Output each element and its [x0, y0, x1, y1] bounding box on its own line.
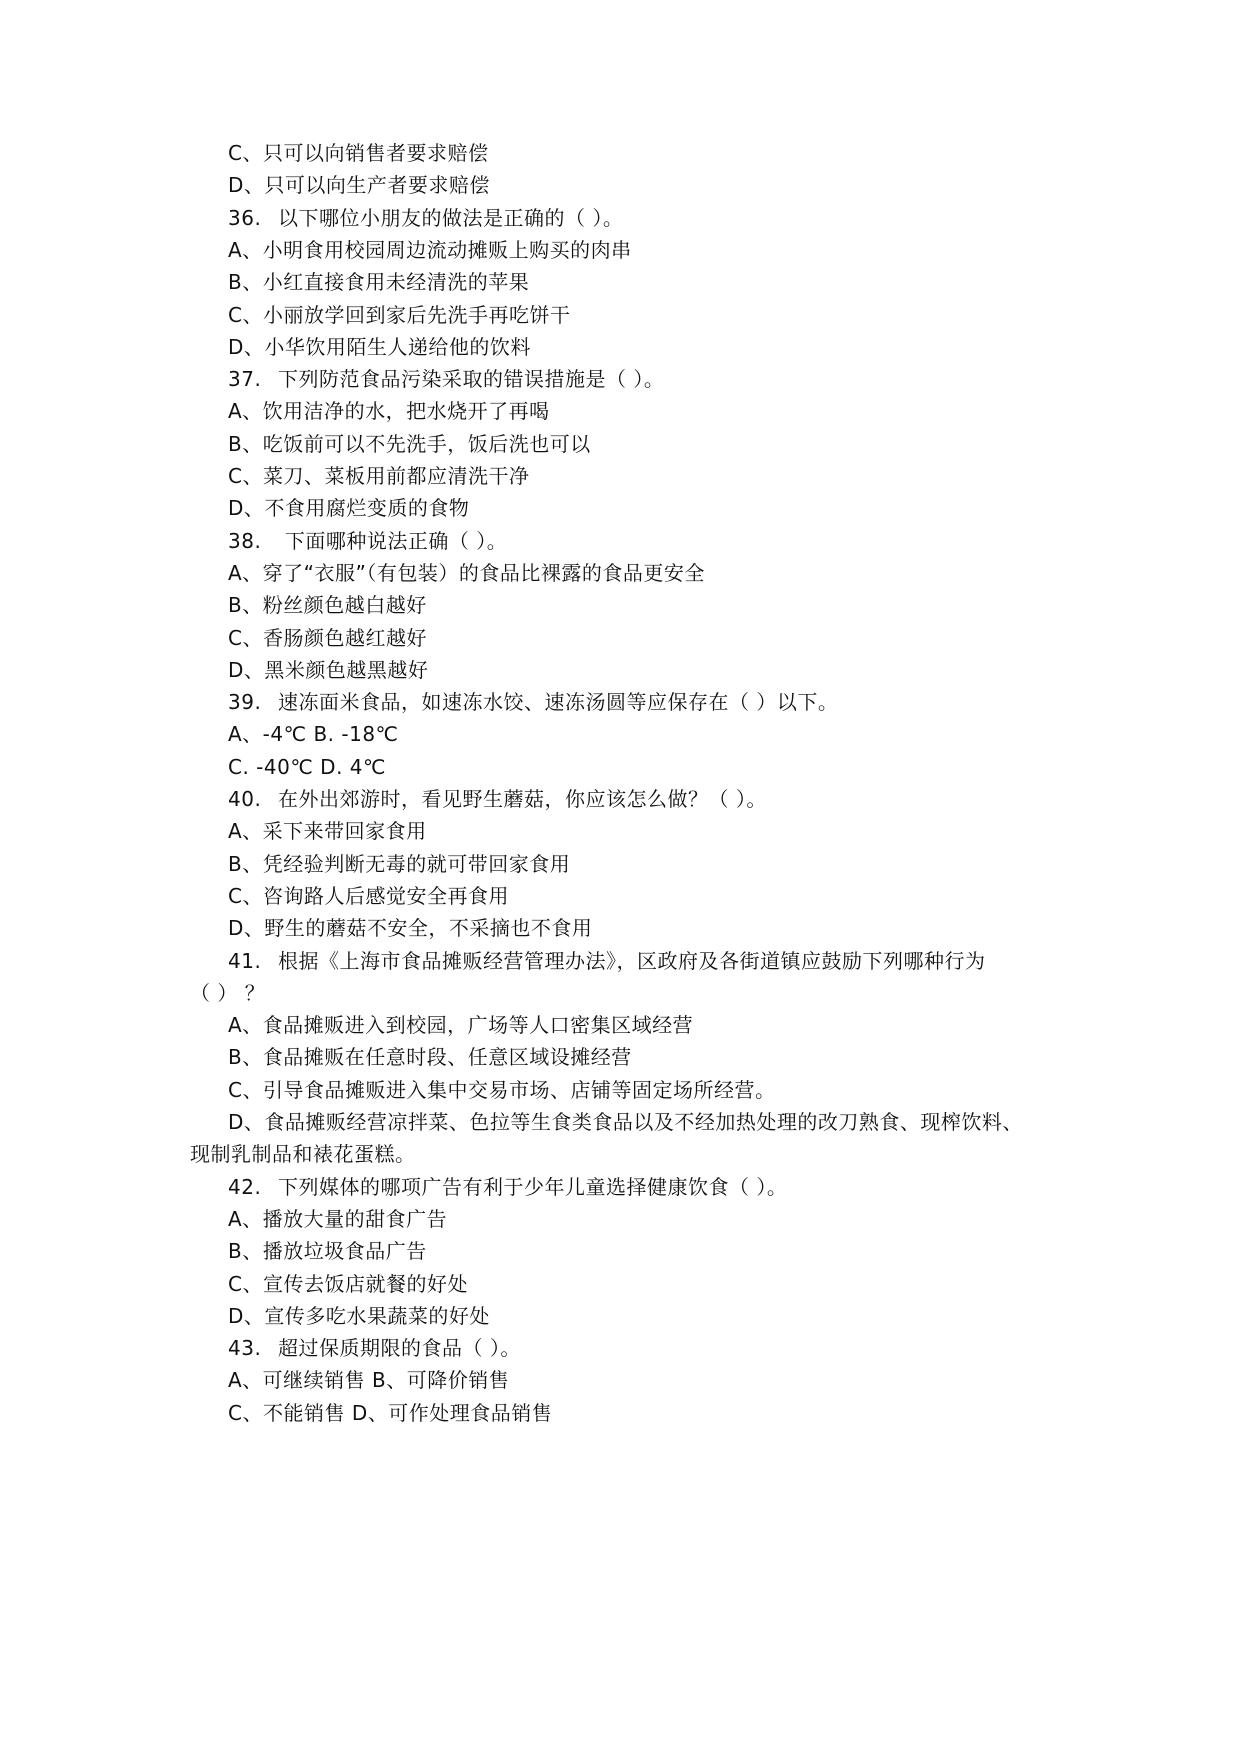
question-line — [228, 684, 838, 720]
answer-option: D、不食用腐烂变质的食物 — [228, 496, 470, 521]
answer-option: D、野生的蘑菇不安全，不采摘也不食用 — [228, 916, 593, 941]
answer-option: B、凭经验判断无毒的就可带回家食用 — [228, 851, 571, 876]
answer-option: C、小丽放学回到家后先洗手再吃饼干 — [228, 302, 571, 327]
answer-option: A、-4℃ B. -18℃ — [228, 722, 399, 747]
answer-option: C、咨询路人后感觉安全再食用 — [228, 883, 509, 908]
answer-option: B、小红直接食用未经清洗的苹果 — [228, 270, 530, 295]
answer-option: D、宣传多吃水果蔬菜的好处 — [228, 1303, 490, 1328]
answer-option: D、只可以向生产者要求赔偿 — [228, 173, 490, 198]
answer-option: C、引导食品摊贩进入集中交易市场、店铺等固定场所经营。 — [228, 1077, 776, 1102]
question-line — [228, 1330, 521, 1366]
question-line — [228, 523, 507, 559]
answer-option: A、穿了“衣服”（有包装）的食品比裸露的食品更安全 — [228, 560, 705, 585]
question-line — [228, 781, 767, 817]
answer-option: A、小明食用校园周边流动摊贩上购买的肉串 — [228, 237, 632, 262]
question-line — [228, 943, 986, 979]
answer-option: C、只可以向销售者要求赔偿 — [228, 141, 489, 165]
question-number: 38. — [228, 528, 262, 553]
question-line — [228, 1169, 787, 1205]
answer-option: B、粉丝颜色越白越好 — [228, 593, 427, 618]
question-text: 以下哪位小朋友的做法是正确的（ ）。 — [278, 205, 624, 230]
answer-option: D、黑米颜色越黑越好 — [228, 657, 429, 682]
answer-option: A、饮用洁净的水，把水烧开了再喝 — [228, 399, 550, 424]
question-text: 速冻面米食品，如速冻水饺、速冻汤圆等应保存在（ ）以下。 — [278, 690, 839, 715]
question-text: 下列防范食品污染采取的错误措施是（ ）。 — [278, 367, 665, 392]
answer-option: A、食品摊贩进入到校园，广场等人口密集区域经营 — [228, 1013, 694, 1038]
answer-option: D、食品摊贩经营凉拌菜、色拉等生食类食品以及不经加热处理的改刀熟食、现榨饮料、 — [228, 1110, 1023, 1134]
question-line — [228, 200, 623, 236]
answer-option: C、宣传去饭店就餐的好处 — [228, 1271, 468, 1296]
answer-option: C、不能销售 D、可作处理食品销售 — [228, 1400, 553, 1425]
question-line — [228, 361, 664, 397]
answer-option: C、香肠颜色越红越好 — [228, 625, 427, 650]
question-number: 39. — [228, 690, 262, 715]
question-number: 36. — [228, 205, 262, 230]
answer-option: A、可继续销售 B、可降价销售 — [228, 1368, 510, 1393]
answer-option: A、播放大量的甜食广告 — [228, 1206, 448, 1231]
question-text: 下面哪种说法正确（ ）。 — [278, 528, 508, 553]
answer-option: C、菜刀、菜板用前都应清洗干净 — [228, 464, 530, 488]
answer-option: D、小华饮用陌生人递给他的饮料 — [228, 334, 531, 359]
continuation-line: 现制乳制品和裱花蛋糕。 — [190, 1142, 416, 1167]
answer-option: B、吃饭前可以不先洗手，饭后洗也可以 — [228, 431, 591, 456]
continuation-line: （ ） ？ — [190, 980, 266, 1005]
question-text: 下列媒体的哪项广告有利于少年儿童选择健康饮食（ ）。 — [278, 1174, 788, 1199]
answer-option: B、播放垃圾食品广告 — [228, 1239, 427, 1264]
question-number: 40. — [228, 787, 262, 811]
question-number: 37. — [228, 367, 262, 392]
question-number: 43. — [228, 1336, 262, 1361]
question-text: 在外出郊游时，看见野生蘑菇，你应该怎么做？（ ）。 — [278, 787, 767, 811]
answer-option: A、采下来带回家食用 — [228, 819, 427, 844]
answer-option: B、食品摊贩在任意时段、任意区域设摊经营 — [228, 1045, 632, 1070]
question-number: 42. — [228, 1174, 262, 1199]
question-number: 41. — [228, 948, 262, 973]
answer-option: C. -40℃ D. 4℃ — [228, 754, 386, 779]
question-text: 超过保质期限的食品（ ）。 — [278, 1336, 521, 1361]
question-text: 根据《上海市食品摊贩经营管理办法》，区政府及各街道镇应鼓励下列哪种行为 — [278, 948, 986, 973]
